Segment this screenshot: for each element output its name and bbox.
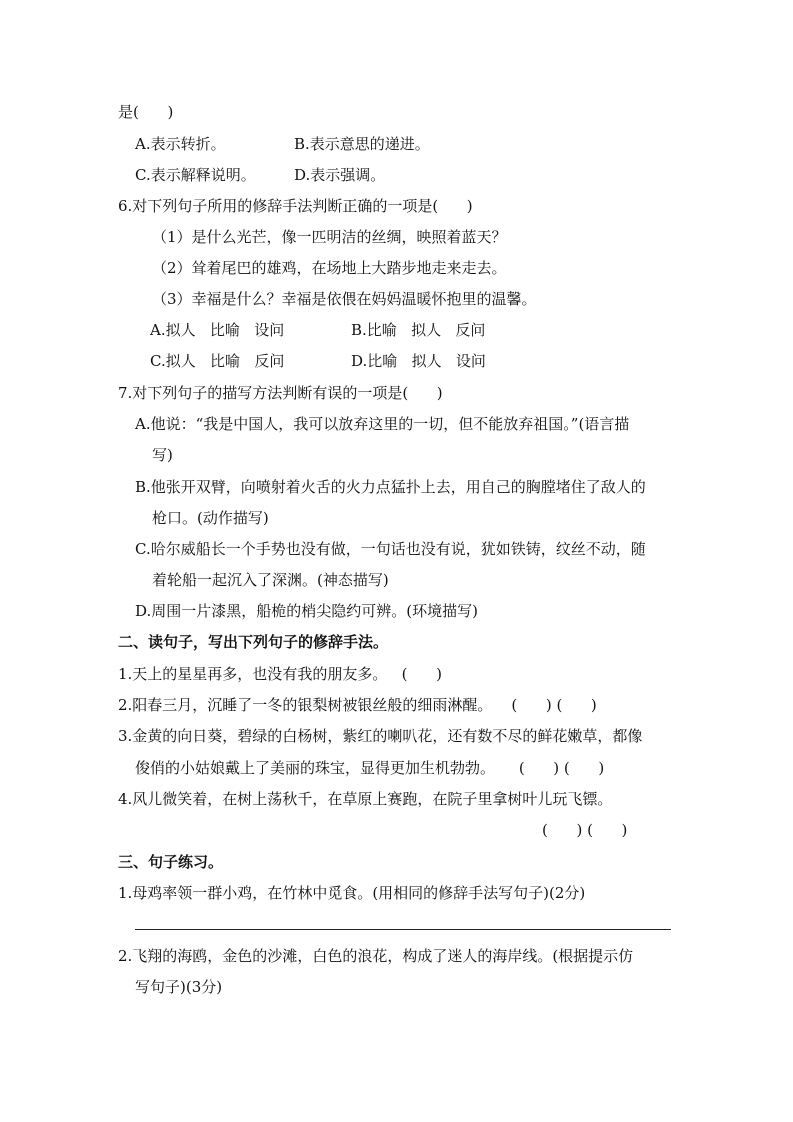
answer-line[interactable] [135, 929, 671, 930]
q7-option-b-line1: B.他张开双臂，向喷射着火舌的火力点猛扑上去，用自己的胸膛堵住了敌人的 [135, 478, 646, 496]
q7-option-c-line1: C.哈尔威船长一个手势也没有做，一句话也没有说，犹如铁铸，纹丝不动，随 [135, 540, 646, 558]
q5-option-b: B.表示意思的递进。 [294, 135, 430, 153]
s2-question-4-answer-slots: ( ) ( ) [542, 821, 628, 839]
section-3-heading: 三、句子练习。 [118, 853, 224, 871]
q6-sentence-1: （1）是什么光芒，像一匹明洁的丝绸，映照着蓝天？ [152, 228, 507, 246]
q7-option-d: D.周围一片漆黑，船桅的梢尖隐约可辨。(环境描写) [135, 602, 478, 620]
q5-option-d: D.表示强调。 [294, 166, 386, 184]
s2-question-2: 2.阳春三月，沉睡了一冬的银梨树被银丝般的细雨淋醒。 ( ) ( ) [118, 696, 597, 714]
q6-option-a: A.拟人 比喻 设问 [150, 321, 285, 339]
q7-option-b-line2: 枪口。(动作描写) [152, 509, 269, 527]
q7-stem: 7.对下列句子的描写方法判断有误的一项是( ) [118, 384, 443, 402]
q7-option-a-line1: A.他说：“我是中国人，我可以放弃这里的一切，但不能放弃祖国。”(语言描 [135, 415, 630, 433]
q5-option-c: C.表示解释说明。 [135, 166, 256, 184]
q5-stem-end: 是( ) [118, 103, 174, 121]
s2-question-3-line2: 俊俏的小姑娘戴上了美丽的珠宝，显得更加生机勃勃。 ( ) ( ) [135, 759, 605, 777]
q6-option-b: B.比喻 拟人 反问 [351, 321, 486, 339]
q6-option-d: D.比喻 拟人 设问 [351, 352, 486, 370]
s3-question-2-line2: 写句子)(3分) [135, 978, 223, 996]
q6-stem: 6.对下列句子所用的修辞手法判断正确的一项是( ) [118, 197, 473, 215]
section-2-heading: 二、读句子，写出下列句子的修辞手法。 [118, 633, 389, 651]
q7-option-c-line2: 着轮船一起沉入了深渊。(神态描写) [152, 571, 389, 589]
q6-option-c: C.拟人 比喻 反问 [150, 352, 285, 370]
q6-sentence-3: （3）幸福是什么？幸福是依偎在妈妈温暖怀抱里的温馨。 [152, 290, 537, 308]
s3-question-2-line1: 2.飞翔的海鸥，金色的沙滩，白色的浪花，构成了迷人的海岸线。(根据提示仿 [118, 947, 634, 965]
q5-option-a: A.表示转折。 [135, 135, 226, 153]
s2-question-3-line1: 3.金黄的向日葵，碧绿的白杨树，紫红的喇叭花，还有数不尽的鲜花嫩草，都像 [118, 727, 643, 745]
s2-question-4: 4.风儿微笑着，在树上荡秋千，在草原上赛跑，在院子里拿树叶儿玩飞镖。 [118, 790, 613, 808]
s2-question-1: 1.天上的星星再多，也没有我的朋友多。 ( ) [118, 665, 442, 683]
q7-option-a-line2: 写) [152, 446, 173, 464]
q6-sentence-2: （2）耸着尾巴的雄鸡，在场地上大踏步地走来走去。 [152, 259, 507, 277]
s3-question-1: 1.母鸡率领一群小鸡，在竹林中觅食。(用相同的修辞手法写句子)(2分) [118, 884, 586, 902]
